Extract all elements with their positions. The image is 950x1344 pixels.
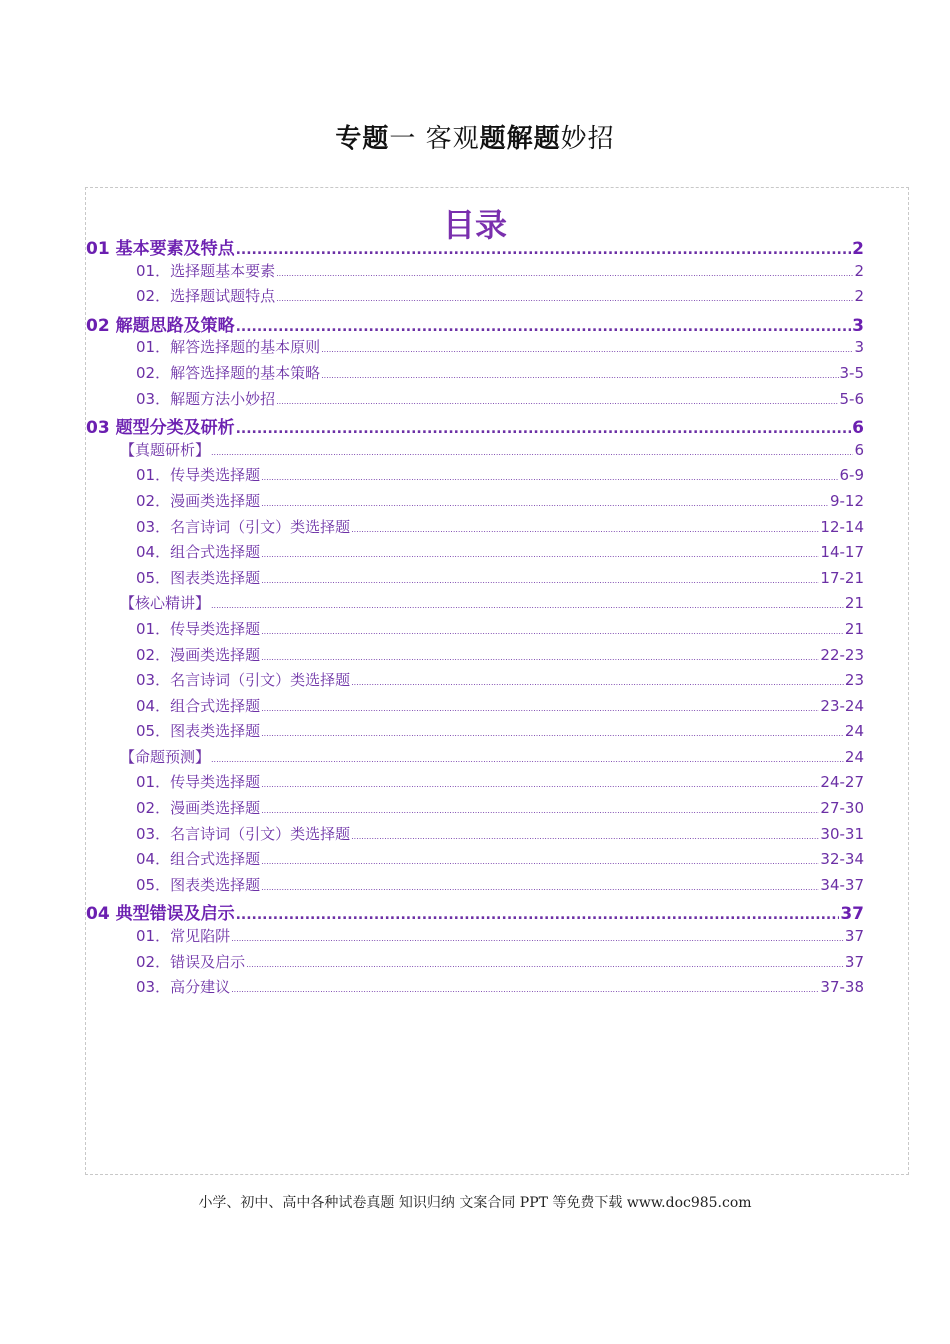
footer-text: 小学、初中、高中各种试卷真题 知识归纳 文案合同 PPT 等免费下载 www.doc985.com <box>198 1195 752 1211</box>
toc-subentry[interactable] <box>86 464 864 490</box>
toc-dot-leader <box>261 550 819 559</box>
toc-subentry[interactable] <box>86 951 864 977</box>
toc-entry-page: 24-27 <box>820 773 864 792</box>
toc-entry-label: 02．选择题试题特点 <box>136 287 276 306</box>
toc-entry-label: 01．传导类选择题 <box>136 773 261 792</box>
toc-entry-page: 6 <box>852 418 864 439</box>
toc-entry-label: 05．图表类选择题 <box>136 568 261 587</box>
toc-entry-page: 3 <box>854 338 864 357</box>
title-part-3: 题解题 <box>479 124 561 154</box>
toc-entry-page: 37-38 <box>820 978 864 997</box>
toc-entry-label: 【命题预测】 <box>120 747 211 766</box>
toc-dot-leader <box>261 704 819 713</box>
toc-entry-page: 21 <box>844 594 864 613</box>
toc-entry-page: 27-30 <box>820 799 864 818</box>
toc-entry-label: 01．传导类选择题 <box>136 619 261 638</box>
toc-group-entry[interactable] <box>86 592 864 618</box>
toc-dot-leader <box>261 857 819 866</box>
toc-entry-label: 【真题研析】 <box>120 440 211 459</box>
toc-subentry[interactable] <box>86 976 864 1002</box>
toc-entry-label: 01 基本要素及特点 <box>86 239 235 259</box>
toc-dot-leader <box>261 627 844 636</box>
toc-subentry[interactable] <box>86 362 864 388</box>
toc-entry-page: 2 <box>854 261 864 280</box>
toc-subentry[interactable] <box>86 925 864 951</box>
toc-entry-label: 02 解题思路及策略 <box>86 315 235 336</box>
toc-entry-label: 04．组合式选择题 <box>136 850 261 869</box>
toc-dot-leader <box>211 755 844 764</box>
toc-entry-label: 05．图表类选择题 <box>136 875 261 894</box>
toc-subentry[interactable] <box>86 541 864 567</box>
toc-entry-page: 2 <box>854 287 864 306</box>
toc-entry-page: 6-9 <box>839 466 864 485</box>
toc-entry-page: 14-17 <box>820 543 864 562</box>
toc-heading: 目录 <box>442 206 507 244</box>
toc-entry-label: 03．名言诗词（引文）类选择题 <box>136 517 351 536</box>
toc-entry-label: 03 题型分类及研析 <box>86 418 235 439</box>
toc-entry-page: 9-12 <box>829 491 864 510</box>
toc-subentry[interactable] <box>86 567 864 593</box>
toc-entry-page: 6 <box>854 440 864 459</box>
toc-subentry[interactable] <box>86 388 864 414</box>
toc-section-entry[interactable] <box>86 234 864 260</box>
toc-dot-leader <box>231 985 819 994</box>
toc-dot-leader <box>261 653 819 662</box>
toc-entry-label: 02．漫画类选择题 <box>136 645 261 664</box>
toc-entry-page: 2 <box>852 239 864 259</box>
toc-entry-page: 17-21 <box>820 568 864 587</box>
toc-entry-page: 3 <box>852 315 864 336</box>
toc-entry-page: 32-34 <box>820 850 864 869</box>
toc-subentry[interactable] <box>86 874 864 900</box>
toc-entry-page: 24 <box>844 722 864 741</box>
toc-entry-label: 05．图表类选择题 <box>136 722 261 741</box>
toc-subentry[interactable] <box>86 771 864 797</box>
toc-dot-leader <box>261 473 838 482</box>
document-title <box>0 118 950 155</box>
toc-entry-page: 21 <box>844 619 864 638</box>
toc-entry-label: 03．名言诗词（引文）类选择题 <box>136 824 351 843</box>
toc-subentry[interactable] <box>86 644 864 670</box>
toc-entry-label: 02．漫画类选择题 <box>136 799 261 818</box>
toc-dot-leader <box>261 780 819 789</box>
toc-subentry[interactable] <box>86 618 864 644</box>
toc-entry-label: 01．选择题基本要素 <box>136 261 276 280</box>
toc-entry-label: 【核心精讲】 <box>120 594 211 613</box>
toc-dot-leader <box>351 525 819 534</box>
toc-entry-page: 37 <box>844 927 864 946</box>
toc-entry-label: 04．组合式选择题 <box>136 696 261 715</box>
toc-entry-page: 30-31 <box>820 824 864 843</box>
toc-subentry[interactable] <box>86 285 864 311</box>
toc-dot-leader <box>351 832 819 841</box>
toc-entry-page: 37 <box>844 952 864 971</box>
table-of-contents <box>86 234 864 1002</box>
toc-dot-leader <box>246 960 844 969</box>
toc-section-entry[interactable] <box>86 899 864 925</box>
toc-group-entry[interactable] <box>86 439 864 465</box>
toc-group-entry[interactable] <box>86 746 864 772</box>
title-part-4: 妙招 <box>560 124 615 154</box>
toc-entry-page: 23 <box>844 671 864 690</box>
toc-dot-leader <box>211 448 853 457</box>
toc-subentry[interactable] <box>86 797 864 823</box>
title-part-2: 一 客观 <box>389 124 480 154</box>
toc-dot-leader <box>276 269 853 278</box>
toc-dot-leader <box>236 421 852 437</box>
toc-dot-leader <box>261 806 819 815</box>
toc-dot-leader <box>261 729 844 738</box>
toc-entry-label: 03．高分建议 <box>136 978 231 997</box>
toc-entry-label: 04 典型错误及启示 <box>86 904 235 925</box>
title-part-1: 专题 <box>335 124 390 154</box>
toc-dot-leader <box>321 345 853 354</box>
toc-entry-page: 3-5 <box>839 363 864 382</box>
toc-subentry[interactable] <box>86 490 864 516</box>
toc-dot-leader <box>321 371 838 380</box>
toc-dot-leader <box>231 934 844 943</box>
toc-entry-page: 22-23 <box>820 645 864 664</box>
toc-entry-page: 12-14 <box>820 517 864 536</box>
toc-dot-leader <box>211 601 844 610</box>
toc-dot-leader <box>276 397 838 406</box>
toc-subentry[interactable] <box>86 848 864 874</box>
toc-entry-page: 37 <box>840 904 864 925</box>
toc-dot-leader <box>261 883 819 892</box>
toc-entry-label: 02．解答选择题的基本策略 <box>136 363 321 382</box>
toc-subentry[interactable] <box>86 720 864 746</box>
toc-dot-leader <box>276 294 853 303</box>
toc-entry-label: 04．组合式选择题 <box>136 543 261 562</box>
toc-entry-label: 01．常见陷阱 <box>136 927 231 946</box>
toc-entry-label: 01．传导类选择题 <box>136 466 261 485</box>
toc-section-entry[interactable] <box>86 311 864 337</box>
toc-subentry[interactable] <box>86 260 864 286</box>
toc-entry-page: 5-6 <box>839 389 864 408</box>
toc-entry-label: 02．错误及启示 <box>136 952 246 971</box>
toc-entry-label: 03．名言诗词（引文）类选择题 <box>136 671 351 690</box>
toc-dot-leader <box>236 907 840 923</box>
toc-dot-leader <box>261 499 829 508</box>
toc-subentry[interactable] <box>86 823 864 849</box>
toc-entry-label: 02．漫画类选择题 <box>136 491 261 510</box>
toc-subentry[interactable] <box>86 336 864 362</box>
toc-dot-leader <box>236 319 852 335</box>
toc-subentry[interactable] <box>86 695 864 721</box>
toc-entry-page: 23-24 <box>820 696 864 715</box>
toc-entry-page: 34-37 <box>820 875 864 894</box>
toc-section-entry[interactable] <box>86 413 864 439</box>
toc-subentry[interactable] <box>86 516 864 542</box>
toc-entry-page: 24 <box>844 747 864 766</box>
toc-dot-leader <box>351 678 844 687</box>
toc-subentry[interactable] <box>86 669 864 695</box>
toc-entry-label: 03．解题方法小妙招 <box>136 389 276 408</box>
toc-entry-label: 01．解答选择题的基本原则 <box>136 338 321 357</box>
toc-dot-leader <box>236 242 852 258</box>
toc-dot-leader <box>261 576 819 585</box>
